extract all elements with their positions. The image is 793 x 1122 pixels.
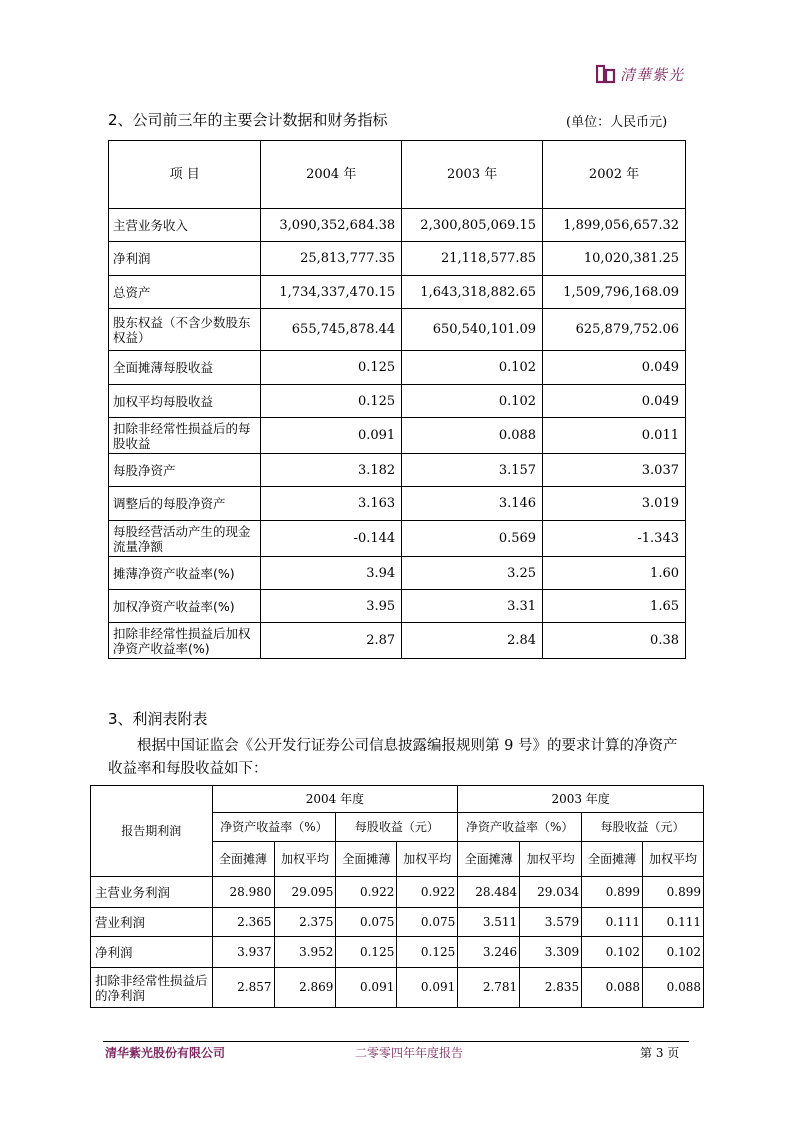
eps-weighted-2004: 0.125 <box>397 937 458 968</box>
row-label: 加权净资产收益率(%) <box>109 590 261 623</box>
row-label: 扣除非经常性损益后加权净资产收益率(%) <box>109 623 261 659</box>
value-2004: 3.95 <box>261 590 402 623</box>
value-2002: 1.65 <box>543 590 686 623</box>
table-row <box>109 209 686 242</box>
value-2002: 1,509,796,168.09 <box>543 276 686 309</box>
value-2004: 3.182 <box>261 454 402 487</box>
roe-weighted-2003: 3.309 <box>520 937 582 968</box>
row-label: 摊薄净资产收益率(%) <box>109 557 261 590</box>
header-year-2003: 2003 年度 <box>458 786 704 813</box>
eps-diluted-2004: 0.125 <box>336 937 397 968</box>
roe-diluted-2004: 2.365 <box>212 908 274 937</box>
table-row <box>109 242 686 276</box>
value-2004: 3.163 <box>261 487 402 521</box>
profit-supplement-table <box>90 785 704 1008</box>
footer-divider <box>103 1041 689 1042</box>
row-label: 扣除非经常性损益后的每股收益 <box>109 418 261 454</box>
logo-text: 清華紫光 <box>620 65 685 84</box>
value-2002: 10,020,381.25 <box>543 242 686 276</box>
row-label: 主营业务利润 <box>91 877 213 908</box>
value-2003: 0.569 <box>402 521 543 557</box>
eps-diluted-2004: 0.091 <box>336 968 397 1008</box>
header-year-2004: 2004 年度 <box>212 786 458 813</box>
header-diluted: 全面摊薄 <box>582 842 643 877</box>
header-eps-2004: 每股收益（元） <box>336 813 458 842</box>
section3-title: 3、利润表附表 <box>108 710 208 728</box>
value-2003: 3.157 <box>402 454 543 487</box>
logo-mark-icon <box>596 64 616 84</box>
value-2002: 0.049 <box>543 351 686 385</box>
row-label: 加权平均每股收益 <box>109 385 261 418</box>
value-2003: 650,540,101.09 <box>402 309 543 351</box>
value-2002: 625,879,752.06 <box>543 309 686 351</box>
table-header-row <box>109 141 686 209</box>
table-row <box>91 937 704 968</box>
row-label: 营业利润 <box>91 908 213 937</box>
row-label: 调整后的每股净资产 <box>109 487 261 521</box>
roe-weighted-2004: 3.952 <box>274 937 336 968</box>
value-2002: 1.60 <box>543 557 686 590</box>
roe-diluted-2003: 3.246 <box>458 937 520 968</box>
header-diluted: 全面摊薄 <box>212 842 274 877</box>
table-row <box>109 418 686 454</box>
eps-weighted-2004: 0.091 <box>397 968 458 1008</box>
table-row <box>109 309 686 351</box>
value-2003: 21,118,577.85 <box>402 242 543 276</box>
eps-weighted-2004: 0.075 <box>397 908 458 937</box>
table-row <box>109 276 686 309</box>
value-2003: 2,300,805,069.15 <box>402 209 543 242</box>
section2-title: 2、公司前三年的主要会计数据和财务指标 <box>108 111 388 129</box>
value-2004: 1,734,337,470.15 <box>261 276 402 309</box>
header-diluted: 全面摊薄 <box>336 842 397 877</box>
roe-weighted-2003: 29.034 <box>520 877 582 908</box>
value-2004: 3,090,352,684.38 <box>261 209 402 242</box>
value-2002: 3.037 <box>543 454 686 487</box>
eps-weighted-2003: 0.088 <box>643 968 704 1008</box>
value-2003: 3.25 <box>402 557 543 590</box>
eps-diluted-2004: 0.075 <box>336 908 397 937</box>
col-header-2002: 2002 年 <box>543 141 686 209</box>
header-weighted: 加权平均 <box>274 842 336 877</box>
value-2003: 3.31 <box>402 590 543 623</box>
table-row <box>91 968 704 1008</box>
value-2004: 25,813,777.35 <box>261 242 402 276</box>
value-2002: 1,899,056,657.32 <box>543 209 686 242</box>
value-2002: -1.343 <box>543 521 686 557</box>
roe-weighted-2004: 29.095 <box>274 877 336 908</box>
roe-diluted-2003: 2.781 <box>458 968 520 1008</box>
value-2003: 1,643,318,882.65 <box>402 276 543 309</box>
table-row <box>109 521 686 557</box>
value-2004: 0.091 <box>261 418 402 454</box>
company-logo <box>596 60 696 88</box>
roe-diluted-2004: 28.980 <box>212 877 274 908</box>
value-2003: 2.84 <box>402 623 543 659</box>
value-2004: 0.125 <box>261 385 402 418</box>
footer-page-number: 第 3 页 <box>640 1046 680 1060</box>
value-2002: 0.049 <box>543 385 686 418</box>
roe-diluted-2004: 3.937 <box>212 937 274 968</box>
eps-weighted-2004: 0.922 <box>397 877 458 908</box>
table-row <box>109 590 686 623</box>
header-weighted: 加权平均 <box>520 842 582 877</box>
eps-diluted-2004: 0.922 <box>336 877 397 908</box>
table-row <box>91 908 704 937</box>
row-label: 每股经营活动产生的现金流量净额 <box>109 521 261 557</box>
table-row <box>109 623 686 659</box>
roe-diluted-2003: 3.511 <box>458 908 520 937</box>
table-row <box>109 385 686 418</box>
row-label: 净利润 <box>109 242 261 276</box>
eps-weighted-2003: 0.899 <box>643 877 704 908</box>
financial-indicators-table <box>108 140 686 659</box>
header-diluted: 全面摊薄 <box>458 842 520 877</box>
row-label: 总资产 <box>109 276 261 309</box>
value-2004: 3.94 <box>261 557 402 590</box>
value-2004: 655,745,878.44 <box>261 309 402 351</box>
footer-report-title: 二零零四年年度报告 <box>355 1046 464 1060</box>
header-weighted: 加权平均 <box>397 842 458 877</box>
value-2004: 0.125 <box>261 351 402 385</box>
roe-diluted-2004: 2.857 <box>212 968 274 1008</box>
eps-weighted-2003: 0.111 <box>643 908 704 937</box>
header-roe-2004: 净资产收益率（%） <box>212 813 336 842</box>
eps-diluted-2003: 0.111 <box>582 908 643 937</box>
value-2003: 0.088 <box>402 418 543 454</box>
roe-weighted-2004: 2.375 <box>274 908 336 937</box>
roe-weighted-2004: 2.869 <box>274 968 336 1008</box>
eps-diluted-2003: 0.088 <box>582 968 643 1008</box>
table-row <box>91 877 704 908</box>
row-label: 净利润 <box>91 937 213 968</box>
table-row <box>109 487 686 521</box>
row-label: 主营业务收入 <box>109 209 261 242</box>
row-label: 扣除非经常性损益后的净利润 <box>91 968 213 1008</box>
header-roe-2003: 净资产收益率（%） <box>458 813 582 842</box>
table-row <box>109 454 686 487</box>
col-header-2004: 2004 年 <box>261 141 402 209</box>
value-2003: 0.102 <box>402 385 543 418</box>
col-header-item: 项 目 <box>109 141 261 209</box>
header-period-profit: 报告期利润 <box>91 786 213 877</box>
eps-diluted-2003: 0.899 <box>582 877 643 908</box>
value-2002: 3.019 <box>543 487 686 521</box>
value-2002: 0.38 <box>543 623 686 659</box>
table-row <box>109 351 686 385</box>
table-header-row <box>91 786 704 813</box>
row-label: 股东权益（不含少数股东权益） <box>109 309 261 351</box>
roe-weighted-2003: 3.579 <box>520 908 582 937</box>
unit-label: (单位：人民币元) <box>566 115 668 130</box>
value-2003: 3.146 <box>402 487 543 521</box>
roe-diluted-2003: 28.484 <box>458 877 520 908</box>
footer-company: 清华紫光股份有限公司 <box>105 1046 226 1060</box>
col-header-2003: 2003 年 <box>402 141 543 209</box>
eps-weighted-2003: 0.102 <box>643 937 704 968</box>
value-2004: 2.87 <box>261 623 402 659</box>
table-row <box>109 557 686 590</box>
value-2004: -0.144 <box>261 521 402 557</box>
value-2002: 0.011 <box>543 418 686 454</box>
roe-weighted-2003: 2.835 <box>520 968 582 1008</box>
row-label: 每股净资产 <box>109 454 261 487</box>
header-eps-2003: 每股收益（元） <box>582 813 704 842</box>
eps-diluted-2003: 0.102 <box>582 937 643 968</box>
value-2003: 0.102 <box>402 351 543 385</box>
header-weighted: 加权平均 <box>643 842 704 877</box>
row-label: 全面摊薄每股收益 <box>109 351 261 385</box>
section3-paragraph: 根据中国证监会《公开发行证券公司信息披露编报规则第 9 号》的要求计算的净资产收益率和每股收益如下： <box>108 738 678 777</box>
